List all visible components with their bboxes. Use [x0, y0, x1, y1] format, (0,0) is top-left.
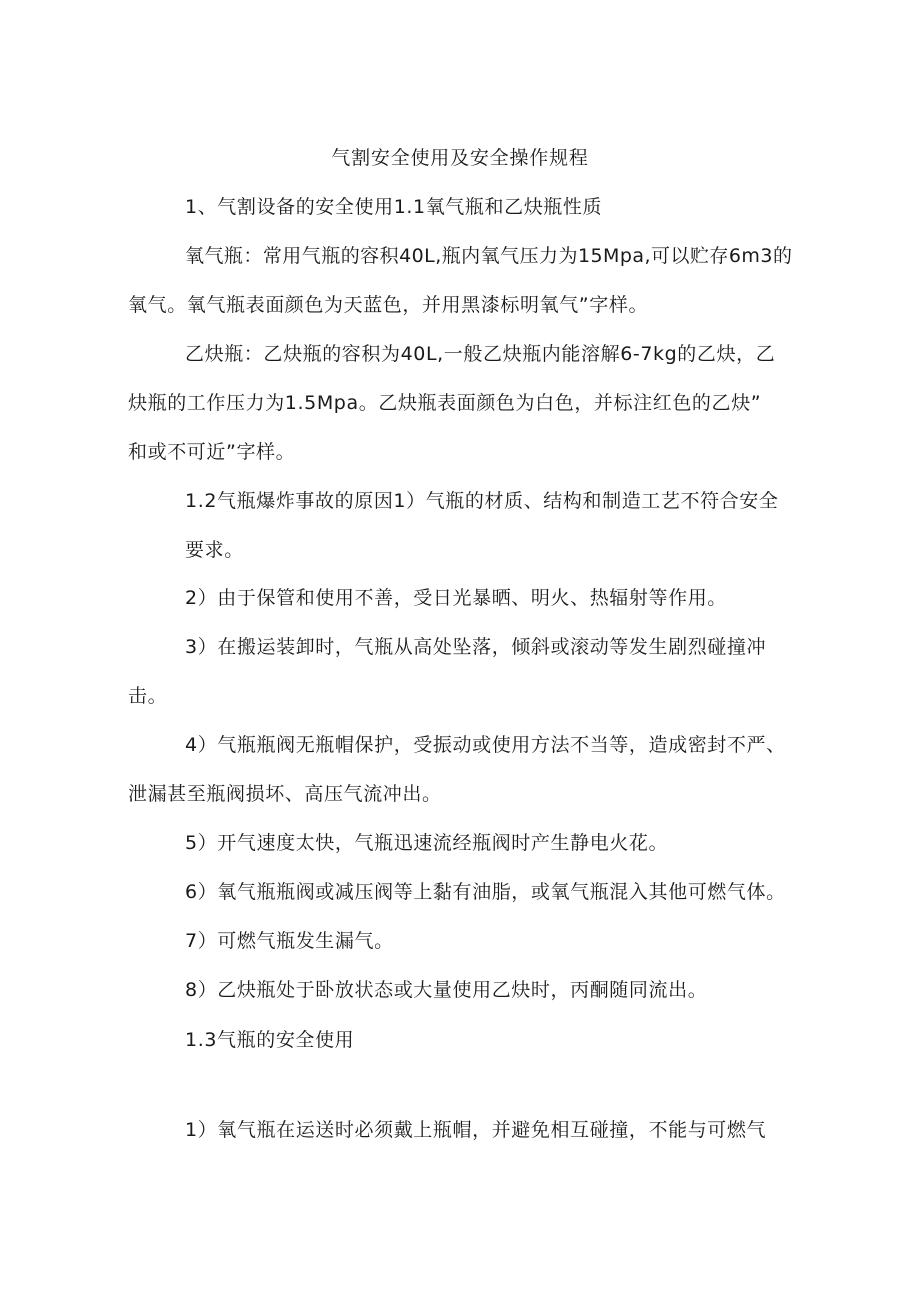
paragraph-line: 和或不可近”字样。	[128, 441, 296, 463]
section-heading: 1、气割设备的安全使用1.1氧气瓶和乙炔瓶性质	[185, 196, 603, 218]
paragraph-line: 乙炔瓶：乙炔瓶的容积为40L,一般乙炔瓶内能溶解6-7kg的乙炔，乙	[185, 343, 776, 365]
list-item: 8）乙炔瓶处于卧放状态或大量使用乙炔时，丙酮随同流出。	[185, 979, 708, 1001]
list-item: 3）在搬运装卸时，气瓶从高处坠落，倾斜或滚动等发生剧烈碰撞冲	[185, 636, 767, 658]
list-item-continuation: 泄漏甚至瓶阀损坏、高压气流冲出。	[128, 783, 442, 805]
paragraph-line: 炔瓶的工作压力为1.5Mpa。乙炔瓶表面颜色为白色，并标注红色的乙炔”	[128, 392, 762, 414]
paragraph-line: 要求。	[185, 539, 244, 561]
list-item-continuation: 击。	[128, 685, 168, 707]
list-item: 6）氧气瓶瓶阀或减压阀等上黏有油脂，或氧气瓶混入其他可燃气体。	[185, 881, 786, 903]
list-item: 5）开气速度太快，气瓶迅速流经瓶阀时产生静电火花。	[185, 832, 669, 854]
document-title: 气割安全使用及安全操作规程	[331, 147, 589, 169]
paragraph-line: 1.2气瓶爆炸事故的原因1）气瓶的材质、结构和制造工艺不符合安全	[185, 490, 779, 512]
paragraph-line: 氧气瓶：常用气瓶的容积40L,瓶内氧气压力为15Mpa,可以贮存6m3的	[185, 245, 793, 267]
list-item: 2）由于保管和使用不善，受日光暴晒、明火、热辐射等作用。	[185, 587, 727, 609]
paragraph-line: 氧气。氧气瓶表面颜色为天蓝色，并用黑漆标明氧气”字样。	[128, 294, 649, 316]
list-item: 7）可燃气瓶发生漏气。	[185, 930, 394, 952]
section-heading: 1.3气瓶的安全使用	[185, 1029, 355, 1051]
list-item: 1）氧气瓶在运送时必须戴上瓶帽，并避免相互碰撞，不能与可燃气	[185, 1119, 767, 1141]
list-item: 4）气瓶瓶阀无瓶帽保护，受振动或使用方法不当等，造成密封不严、	[185, 734, 786, 756]
